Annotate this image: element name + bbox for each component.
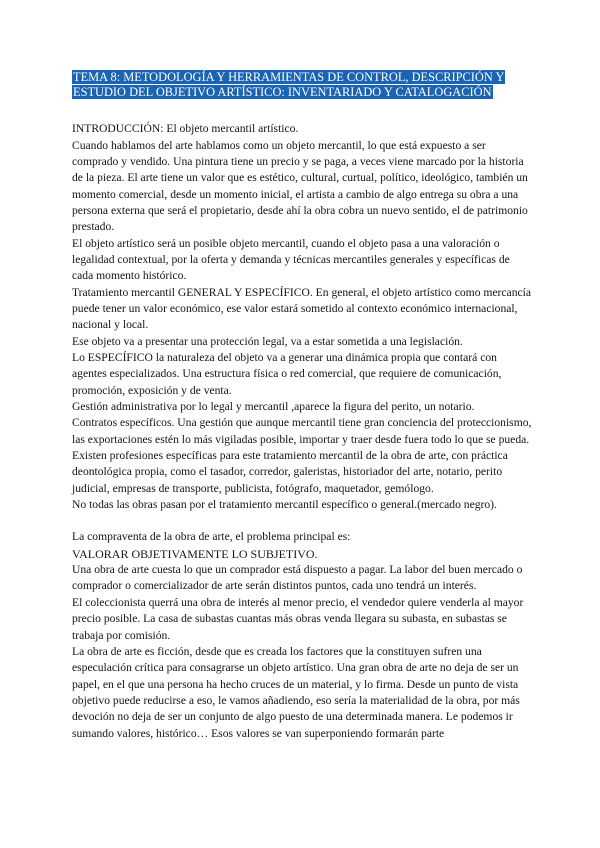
- paragraph: Ese objeto va a presentar una protección legal, va a estar sometida a una legislación.: [72, 334, 463, 348]
- paragraph: No todas las obras pasan por el tratamiento mercantil específico o general.(mercado negro).: [72, 498, 497, 512]
- section-heading: VALORAR OBJETIVAMENTE LO SUBJETIVO.: [72, 546, 318, 561]
- section-spacer: [72, 513, 532, 529]
- paragraph: Contratos específicos. Una gestión que aunque mercantil tiene gran conciencia del proteccionismo, las exportaciones estén lo más vigiladas posible, importar y traer desde fuera todo lo que se pueda.: [72, 416, 532, 446]
- paragraph: Gestión administrativa por lo legal y mercantil ,aparece la figura del perito, un notario.: [72, 400, 475, 414]
- paragraph: Cuando hablamos del arte hablamos como un objeto mercantil, lo que está expuesto a ser comprado y vendido. Una pintura tiene un precio y se paga, a veces viene marcado por la historia de la pieza. El arte tiene un valor que es estético, cultural, curtual, político, ideológico, también un momento comercial, desde un momento inicial, el artista a cambio de algo entrega su obra a una persona externa que será el propietario, desde ahí la obra cobra un nuevo sentido, el de patrimonio prestado.: [72, 138, 528, 234]
- paragraph: Existen profesiones específicas para este tratamiento mercantil de la obra de arte, con práctica deontológica propia, como el tasador, corredor, galeristas, historiador del arte, notario, perito judicial, empresas de transporte, publicista, fotógrafo, maquetador, gemólogo.: [72, 449, 508, 495]
- document-page: [72, 70, 532, 742]
- intro-heading: INTRODUCCIÓN: El objeto mercantil artístico.: [72, 122, 299, 136]
- paragraph: La obra de arte es ficción, desde que es creada los factores que la constituyen sufren una especulación crítica para consagrarse un objeto artístico. Una gran obra de arte no deja de ser un papel, en el que una persona ha hecho cruces de un material, y lo firma. Desde un punto de vista objetivo puede reducirse a eso, le vamos añadiendo, eso sería la materialidad de la obra, por más devoción no deja de ser un conjunto de algo puesto de una determinada manera. Le podemos ir sumando valores, histórico… Esos valores se van superponiendo formarán parte: [72, 644, 520, 740]
- paragraph: El objeto artístico será un posible objeto mercantil, cuando el objeto pasa a una valoración o legalidad contextual, por la oferta y demanda y técnicas mercantiles generales y específicas de cada momento histórico.: [72, 236, 510, 283]
- paragraph: Una obra de arte cuesta lo que un comprador está dispuesto a pagar. La labor del buen mercado o comprador o comercializador de arte serán distintos puntos, cada uno tendrá un interés.: [72, 563, 523, 593]
- document-title-highlight: TEMA 8: METODOLOGÍA Y HERRAMIENTAS DE CONTROL, DESCRIPCIÓN Y ESTUDIO DEL OBJETIVO ARTÍSTICO: INVENTARIADO Y CATALOGACIÓN: [73, 70, 505, 99]
- document-body: [72, 121, 532, 742]
- paragraph: Lo ESPECÍFICO la naturaleza del objeto va a generar una dinámica propia que contará con agentes especializados. Una estructura física o red comercial, que requiere de comunicación, promoción, exposición y de venta.: [72, 351, 502, 397]
- document-title: [72, 70, 532, 99]
- section-intro: La compraventa de la obra de arte, el problema principal es:: [72, 530, 351, 544]
- paragraph: Tratamiento mercantil GENERAL Y ESPECÍFICO. En general, el objeto artístico como mercancía puede tener un valor económico, ese valor estará sometido al contexto económico internacional, nacional y local.: [72, 285, 532, 332]
- paragraph: El coleccionista querrá una obra de interés al menor precio, el vendedor quiere venderla al mayor precio posible. La casa de subastas cuantas más obras venda llegara su subasta, en subastas se trabaja por comisión.: [72, 595, 524, 642]
